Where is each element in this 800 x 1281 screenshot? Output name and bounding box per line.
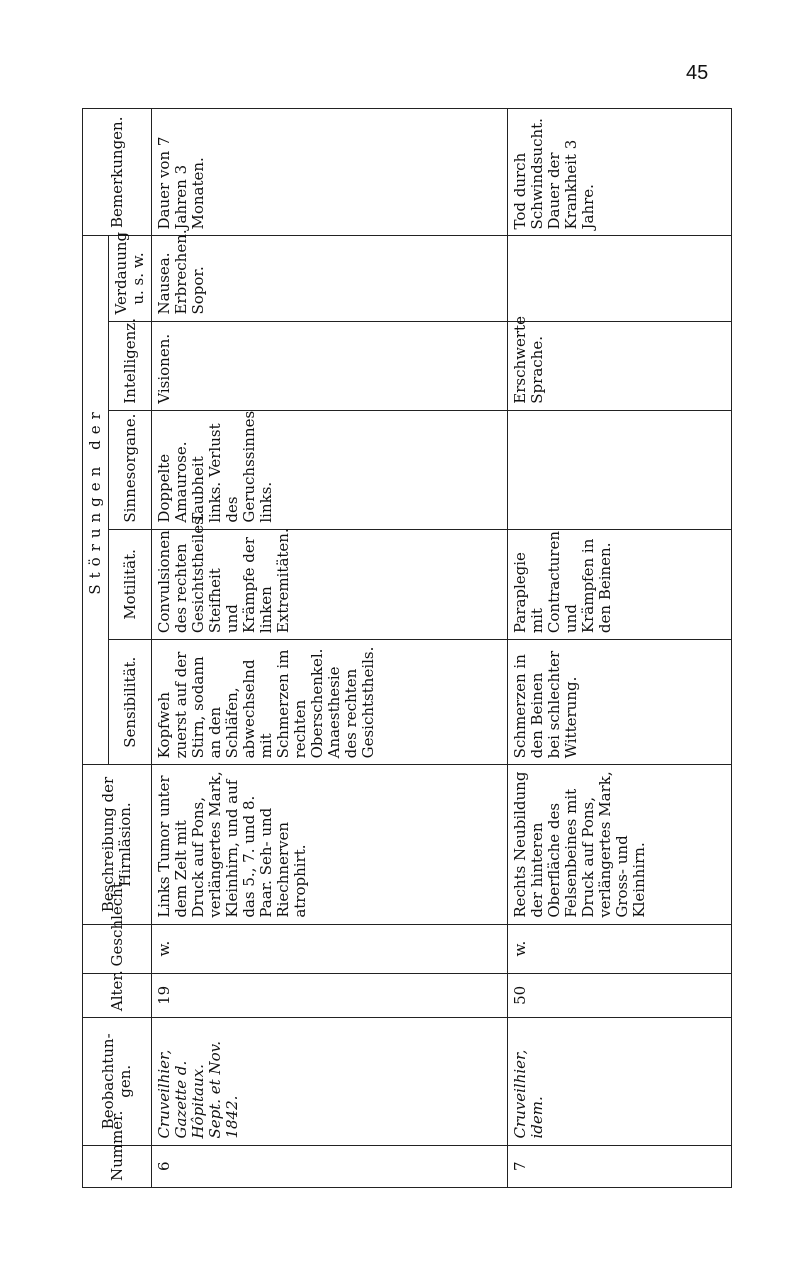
cell-geschlecht: w.	[507, 924, 731, 973]
header-alter: Alter.	[83, 973, 152, 1018]
cell-intelligenz: Visionen.	[152, 321, 508, 410]
case-table	[82, 108, 732, 1188]
cell-geschlecht: w.	[152, 924, 508, 973]
cell-verdauung	[507, 236, 731, 321]
cell-beschreibung: Links Tumor unter dem Zelt mit Druck auf Pons, verlängertes Mark, Kleinhirn, und auf das 5., 7. und 8. Paar. Seh- und Riechnerven atrophirt.	[152, 765, 508, 924]
cell-sinnesorgane: Doppelte Amaurose. Taubheit links. Verlust des Geruchssinnes links.	[152, 410, 508, 529]
header-sinnesorgane: Sinnesorgane.	[109, 410, 152, 529]
cell-intelligenz: Erschwerte Sprache.	[507, 321, 731, 410]
cell-motilitaet: Convulsionen des rechten Gesichtstheiles. Steifheit und Krämpfe der linken Extremitäten.	[152, 529, 508, 639]
cell-sensibilitaet: Kopfweh zuerst auf der Stirn, sodann an den Schläfen, abwechselnd mit Schmerzen im rechten Oberschenkel. Anaesthesie des rechten Gesichtstheils.	[152, 640, 508, 765]
header-nummer: Nummer.	[83, 1145, 152, 1187]
header-bemerkungen: Bemerkungen.	[83, 109, 152, 237]
header-geschlecht: Geschlecht.	[83, 924, 152, 973]
header-beschreibung: Beschreibung der Hirnläsion.	[83, 765, 152, 924]
page-number: 45	[686, 62, 709, 84]
cell-beobachtungen: Cruveilhier, Gazette d. Hôpitaux. Sept. et Nov. 1842.	[152, 1018, 508, 1145]
cell-alter: 19	[152, 973, 508, 1018]
cell-beobachtungen: Cruveilhier, idem.	[507, 1018, 731, 1145]
cell-sinnesorgane	[507, 410, 731, 529]
cell-nummer: 6	[152, 1145, 508, 1187]
header-motilitaet: Motilität.	[109, 529, 152, 639]
header-beobachtungen: Beobachtun-gen.	[83, 1018, 152, 1145]
rotated-table-container	[82, 108, 732, 1188]
header-row-top	[83, 109, 109, 1188]
cell-verdauung: Nausea. Erbrechen. Sopor.	[152, 236, 508, 321]
header-intelligenz: Intelligenz.	[109, 321, 152, 410]
cell-alter: 50	[507, 973, 731, 1018]
cell-beschreibung: Rechts Neubildung der hinteren Oberfläche des Felsenbeines mit Druck auf Pons, verlängertes Mark, Gross- und Kleinhirn.	[507, 765, 731, 924]
cell-sensibilitaet: Schmerzen in den Beinen bei schlechter Witterung.	[507, 640, 731, 765]
header-sensibilitaet: Sensibilität.	[109, 640, 152, 765]
cell-motilitaet: Paraplegie mit Contracturen und Krämpfen in den Beinen.	[507, 529, 731, 639]
header-stoerungen: Störungen der	[83, 236, 109, 765]
cell-bemerkungen: Dauer von 7 Jahren 3 Monaten.	[152, 109, 508, 237]
table-row	[152, 109, 508, 1188]
cell-nummer: 7	[507, 1145, 731, 1187]
table-row	[507, 109, 731, 1188]
header-verdauung: Verdauung u. s. w.	[109, 236, 152, 321]
cell-bemerkungen: Tod durch Schwindsucht. Dauer der Krankheit 3 Jahre.	[507, 109, 731, 237]
